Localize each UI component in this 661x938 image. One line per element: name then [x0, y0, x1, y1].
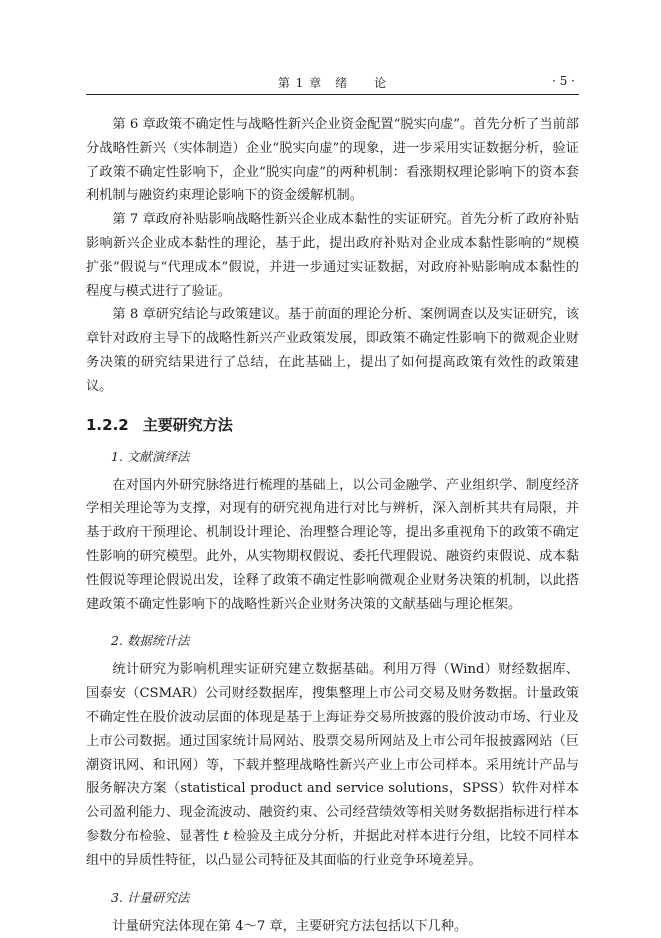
section-title: 主要研究方法 [142, 415, 233, 434]
subheading-statistics-method: 2. 数据统计法 [111, 633, 190, 649]
section-heading [86, 414, 579, 436]
page-body [86, 113, 579, 938]
page-number: · 5 · [552, 74, 575, 88]
header-rule [86, 94, 579, 95]
paragraph-chapter-6: 第 6 章政策不确定性与战略性新兴企业资金配置“脱实向虚”。首先分析了当前部分战略性新兴（实体制造）企业“脱实向虚”的现象，进一步采用实证数据分析，验证了政策不确定性影响下，企业“脱实向虚”的两种机制：看涨期权理论影响下的资本套利机制与融资约束理论影响下的资金缓解机制。 [86, 117, 579, 204]
running-header [86, 74, 579, 92]
paragraph-statistics-method [86, 658, 579, 872]
section-number: 1.2.2 [86, 415, 129, 434]
paragraph-econometric-method: 计量研究法体现在第 4～7 章，主要研究方法包括以下几种。 [112, 918, 468, 934]
statistics-text-part-1: 统计研究为影响机理实证研究建立数据基础。利用万得（Wind）财经数据库、国泰安（CSMAR）公司财经数据库，搜集整理上市公司交易及财务数据。计量政策不确定性在股价波动层面的体现是基于上海证券交易所披露的股价波动市场、行业及上市公司数据。通过国家统计局网站、股票交易所网站及上市公司年报披露网站（巨潮资讯网、和讯网）等，下载并整理战略性新兴产业上市公司样本。采用统计产品与服务解决方案（statistical product and service solutions，SPSS）软件对样本公司盈利能力、现金流波动、融资约束、公司经营绩效等相关财务数据指标进行样本参数分布检验、显著性 [86, 662, 579, 844]
statistics-text-part-2: 检验及主成分分析，并据此对样本进行分组，比较不同样本组中的异质性特征，以凸显公司特征及其面临的行业竞争环境差异。 [86, 828, 579, 868]
chapter-title: 第 1 章 绪 论 [277, 76, 388, 90]
paragraph-literature-method: 在对国内外研究脉络进行梳理的基础上，以公司金融学、产业组织学、制度经济学相关理论等为支撑，对现有的研究视角进行对比与辨析，深入剖析其共有局限，并基于政府干预理论、机制设计理论、治理整合理论等，提出多重视角下的政策不确定性影响的研究模型。此外，从实物期权假说、委托代理假说、融资约束假说、成本黏性假说等理论假说出发，诠释了政策不确定性影响微观企业财务决策的机制，以此搭建政策不确定性影响下的战略性新兴企业财务决策的文献基础与理论框架。 [86, 477, 579, 612]
subheading-literature-method: 1. 文献演绎法 [111, 448, 190, 464]
t-test-symbol: t [223, 828, 229, 844]
subheading-econometric-method: 3. 计量研究法 [111, 889, 190, 905]
paragraph-chapter-8: 第 8 章研究结论与政策建议。基于前面的理论分析、案例调查以及实证研究，该章针对政府主导下的战略性新兴产业政策发展，即政策不确定性影响下的微观企业财务决策的研究结果进行了总结，在此基础上，提出了如何提高政策有效性的政策建议。 [86, 307, 579, 394]
paragraph-chapter-7: 第 7 章政府补贴影响战略性新兴企业成本黏性的实证研究。首先分析了政府补贴影响新兴企业成本黏性的理论，基于此，提出政府补贴对企业成本黏性影响的“规模扩张”假说与“代理成本”假说，并进一步通过实证数据，对政府补贴影响成本黏性的程度与模式进行了验证。 [86, 212, 579, 299]
